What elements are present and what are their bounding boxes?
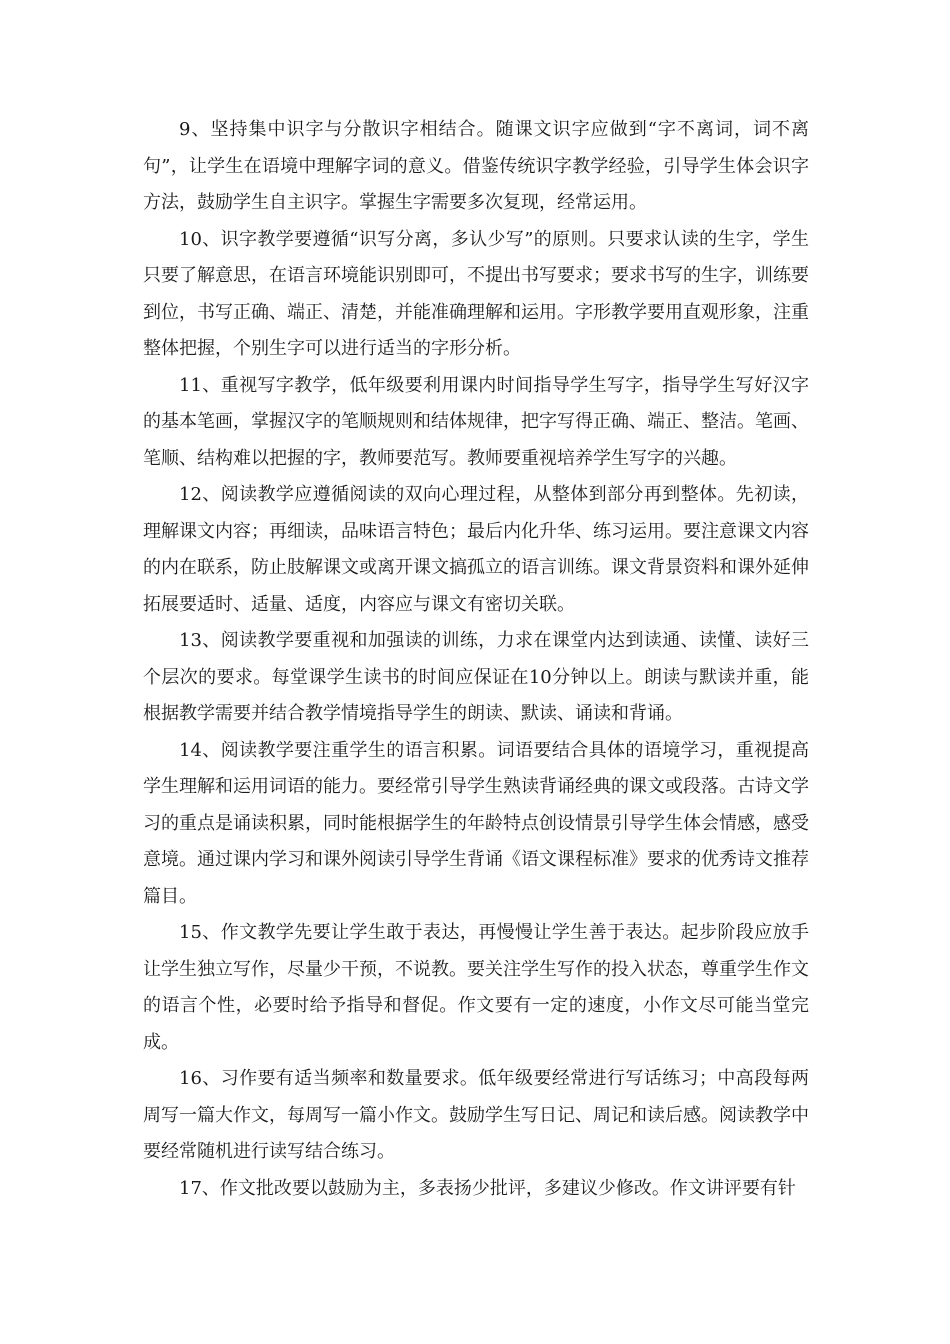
paragraph-item-12: 12、阅读教学应遵循阅读的双向心理过程，从整体到部分再到整体。先初读，理解课文内容；再细读，品味语言特色；最后内化升华、练习运用。要注意课文内容的内在联系，防止肢解课文或离开课文搞孤立的语言训练。课文背景资料和课外延伸拓展要适时、适量、适度，内容应与课文有密切关联。 [143, 484, 809, 615]
document-body [143, 112, 809, 1207]
paragraph-item-13: 13、阅读教学要重视和加强读的训练，力求在课堂内达到读通、读懂、读好三个层次的要求。每堂课学生读书的时间应保证在10分钟以上。朗读与默读并重，能根据教学需要并结合教学情境指导学生的朗读、默读、诵读和背诵。 [143, 630, 809, 724]
paragraph-item-9: 9、坚持集中识字与分散识字相结合。随课文识字应做到“字不离词，词不离句”，让学生在语境中理解字词的意义。借鉴传统识字教学经验，引导学生体会识字方法，鼓励学生自主识字。掌握生字需要多次复现，经常运用。 [143, 119, 809, 213]
paragraph-item-11: 11、重视写字教学，低年级要利用课内时间指导学生写字，指导学生写好汉字的基本笔画，掌握汉字的笔顺规则和结体规律，把字写得正确、端正、整洁。笔画、笔顺、结构难以把握的字，教师要范写。教师要重视培养学生写字的兴趣。 [143, 374, 809, 469]
paragraph-item-15: 15、作文教学先要让学生敢于表达，再慢慢让学生善于表达。起步阶段应放手让学生独立写作，尽量少干预，不说教。要关注学生写作的投入状态，尊重学生作文的语言个性，必要时给予指导和督促。作文要有一定的速度，小作文尽可能当堂完成。 [143, 922, 809, 1053]
paragraph-item-14: 14、阅读教学要注重学生的语言积累。词语要结合具体的语境学习，重视提高学生理解和运用词语的能力。要经常引导学生熟读背诵经典的课文或段落。古诗文学习的重点是诵读积累，同时能根据学生的年龄特点创设情景引导学生体会情感，感受意境。通过课内学习和课外阅读引导学生背诵《语文课程标准》要求的优秀诗文推荐篇目。 [143, 739, 809, 907]
paragraph-item-16: 16、习作要有适当频率和数量要求。低年级要经常进行写话练习；中高段每两周写一篇大作文，每周写一篇小作文。鼓励学生写日记、周记和读后感。阅读教学中要经常随机进行读写结合练习。 [143, 1068, 809, 1162]
paragraph-item-17: 17、作文批改要以鼓励为主，多表扬少批评，多建议少修改。作文讲评要有针 [179, 1177, 796, 1199]
paragraph-item-10: 10、识字教学要遵循“识写分离，多认少写”的原则。只要求认读的生字，学生只要了解意思，在语言环境能识别即可，不提出书写要求；要求书写的生字，训练要到位，书写正确、端正、清楚，并能准确理解和运用。字形教学要用直观形象，注重整体把握，个别生字可以进行适当的字形分析。 [143, 228, 809, 359]
